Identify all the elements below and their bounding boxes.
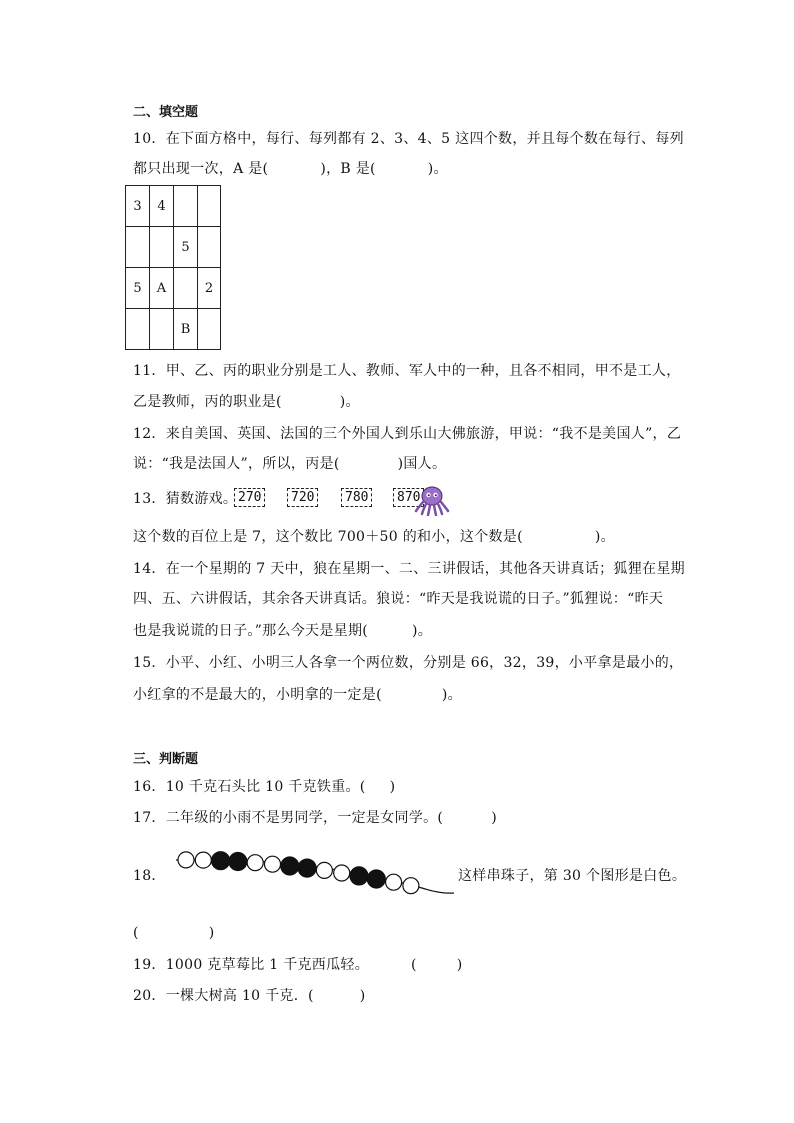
question-15-text-b: )。 xyxy=(441,687,462,703)
black-bead xyxy=(350,867,368,885)
question-12-line-2 xyxy=(133,457,446,471)
question-16-close: ) xyxy=(389,779,396,795)
question-19-open: ( xyxy=(411,957,417,973)
question-11-line-2 xyxy=(133,395,360,409)
question-10-text-b: )，B 是( xyxy=(320,161,376,177)
grid-cell: 3 xyxy=(126,186,150,227)
question-18-open: ( xyxy=(133,925,139,941)
question-12-text-b: )国人。 xyxy=(397,456,447,472)
grid-row xyxy=(126,227,221,268)
white-bead xyxy=(195,852,211,868)
grid-cell: 5 xyxy=(126,268,150,309)
question-13-line-2 xyxy=(133,530,615,544)
question-16 xyxy=(133,780,395,794)
question-19-answer xyxy=(411,958,463,972)
question-15-line-1: 15．小平、小红、小明三人各拿一个两位数，分别是 66，32，39，小平拿是最小的， xyxy=(133,655,684,671)
grid-row xyxy=(126,186,221,227)
question-12-line-1: 12．来自美国、英国、法国的三个外国人到乐山大佛旅游，甲说：“我不是美国人”，乙 xyxy=(133,426,682,442)
grid-cell: B xyxy=(174,309,198,350)
white-bead xyxy=(334,865,350,881)
grid-row xyxy=(126,309,221,350)
question-19-text: 19．1000 克草莓比 1 千克西瓜轻。 xyxy=(133,957,370,973)
question-10-line-1: 10．在下面方格中，每行、每列都有 2、3、4、5 这四个数，并且每个数在每行、每列 xyxy=(133,131,684,147)
question-13-text-a: 这个数的百位上是 7，这个数比 700＋50 的和小，这个数是( xyxy=(133,529,523,545)
black-bead xyxy=(229,853,247,871)
black-bead xyxy=(212,852,230,870)
question-20-close: ) xyxy=(359,988,366,1004)
question-12-text-a: 说：“我是法国人”，所以，丙是( xyxy=(133,456,340,472)
question-11-text-b: )。 xyxy=(339,394,360,410)
question-13-label: 13．猜数游戏。 xyxy=(133,491,238,507)
grid-cell xyxy=(150,309,174,350)
grid-cell: A xyxy=(150,268,174,309)
question-15-line-2 xyxy=(133,688,462,702)
question-11-text-a: 乙是教师，丙的职业是( xyxy=(133,394,282,410)
white-bead xyxy=(247,855,263,871)
question-18-label: 18． xyxy=(133,868,166,884)
section-title-true-false: 三、判断题 xyxy=(133,752,199,767)
question-18-answer xyxy=(133,926,215,940)
question-15-text-a: 小红拿的不是最大的，小明拿的一定是( xyxy=(133,687,382,703)
grid-cell xyxy=(198,186,221,227)
white-bead xyxy=(265,856,281,872)
question-10-text-c: )。 xyxy=(427,161,448,177)
white-bead xyxy=(386,874,402,890)
grid-cell: 2 xyxy=(198,268,221,309)
black-bead xyxy=(298,859,316,877)
grid-row xyxy=(126,268,221,309)
number-card: 720 xyxy=(287,488,318,507)
number-card: 780 xyxy=(341,488,372,507)
grid-cell xyxy=(198,227,221,268)
bead-string xyxy=(172,846,458,898)
number-card: 870 xyxy=(393,488,424,507)
question-14-line-1: 14．在一个星期的 7 天中，狼在星期一、二、三讲假话，其他各天讲真话；狐狸在星期 xyxy=(133,561,685,577)
question-14-line-2: 四、五、六讲假话，其余各天讲真话。狼说：“昨天是我说谎的日子。”狐狸说：“昨天 xyxy=(133,591,664,607)
grid-cell xyxy=(198,309,221,350)
grid-cell xyxy=(150,227,174,268)
grid-cell xyxy=(126,227,150,268)
question-17 xyxy=(133,811,497,825)
number-card: 270 xyxy=(234,488,265,507)
question-18-close: ) xyxy=(208,925,215,941)
question-10-text-a: 都只出现一次，A 是( xyxy=(133,161,269,177)
question-14-line-3 xyxy=(133,624,432,638)
question-19-close: ) xyxy=(456,957,463,973)
question-13-text-b: )。 xyxy=(594,529,615,545)
white-bead xyxy=(316,862,332,878)
question-14-text-a: 也是我说谎的日子。”那么今天是星期( xyxy=(133,623,369,639)
question-16-text: 16．10 千克石头比 10 千克铁重。( xyxy=(133,779,366,795)
octopus-icon xyxy=(414,484,450,516)
number-grid xyxy=(125,185,221,350)
grid-cell: 4 xyxy=(150,186,174,227)
question-20 xyxy=(133,989,366,1003)
question-10-line-2 xyxy=(133,162,448,176)
grid-cell xyxy=(174,268,198,309)
section-title-fill-in: 二、填空题 xyxy=(133,105,199,120)
white-bead xyxy=(178,852,194,868)
grid-cell: 5 xyxy=(174,227,198,268)
black-bead xyxy=(281,857,299,875)
question-18-text: 这样串珠子，第 30 个图形是白色。 xyxy=(458,868,687,884)
question-17-close: ) xyxy=(491,810,497,826)
question-17-text: 17．二年级的小雨不是男同学，一定是女同学。( xyxy=(133,810,444,826)
grid-cell xyxy=(126,309,150,350)
question-14-text-b: )。 xyxy=(412,623,433,639)
question-20-text: 20．一棵大树高 10 千克．( xyxy=(133,988,314,1004)
question-11-line-1: 11．甲、乙、丙的职业分别是工人、教师、军人中的一种，且各不相同，甲不是工人， xyxy=(133,363,681,379)
black-bead xyxy=(367,870,385,888)
white-bead xyxy=(403,878,419,894)
grid-cell xyxy=(174,186,198,227)
